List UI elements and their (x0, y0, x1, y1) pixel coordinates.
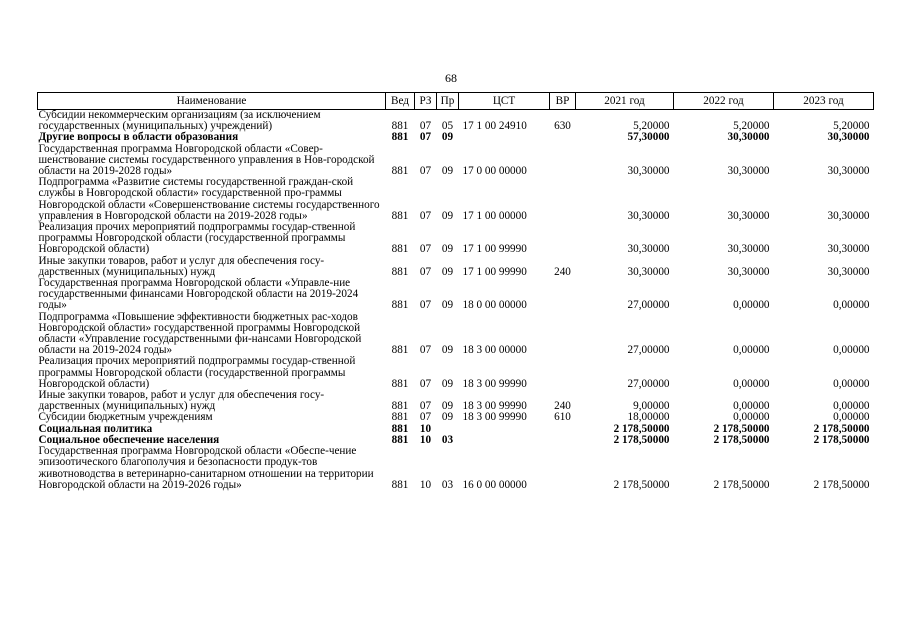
cell-ved: 881 (391, 120, 409, 133)
cell-ved: 881 (391, 400, 409, 413)
cell-rz: 07 (419, 299, 432, 312)
cell-rz: 07 (419, 344, 432, 357)
cell-vr (550, 356, 576, 390)
cell-ved: 881 (391, 243, 409, 256)
cell-2021: 30,30000 (627, 209, 670, 222)
cell-cst: 17 1 00 00000 (462, 209, 527, 222)
cell-rz: 10 (419, 422, 432, 435)
cell-pr: 09 (441, 299, 454, 312)
cell-2021: 30,30000 (627, 165, 670, 178)
cell-2023: 5,20000 (833, 120, 870, 133)
cell-vr (550, 222, 576, 256)
table-row (38, 222, 874, 256)
cell-2021: 27,00000 (627, 299, 670, 312)
cell-2021: 5,20000 (633, 120, 670, 133)
cell-name: Государственная программа Новгородской области «Обеспе-чение эпизоотического благополучия и безопасности продук-тов животноводства в ветеринарно-санитарном отношении на территории Новгородской области на 2019-2026 годы» (38, 445, 374, 491)
cell-cst (459, 424, 550, 435)
cell-2022: 5,20000 (733, 120, 770, 133)
cell-ved: 881 (391, 299, 409, 312)
cell-ved: 881 (391, 478, 409, 491)
cell-2022: 30,30000 (727, 131, 770, 144)
cell-2022: 30,30000 (727, 165, 770, 178)
cell-vr (550, 278, 576, 312)
cell-2023: 30,30000 (827, 243, 870, 256)
table-row (38, 110, 874, 133)
table-row (38, 144, 874, 178)
cell-2023: 0,00000 (833, 411, 870, 424)
cell-name: Иные закупки товаров, работ и услуг для обеспечения госу-дарственных (муниципальных) нужд (38, 389, 325, 413)
cell-rz: 07 (419, 400, 432, 413)
cell-2023: 0,00000 (833, 299, 870, 312)
cell-2023: 0,00000 (833, 400, 870, 413)
cell-2023: 0,00000 (833, 377, 870, 390)
cell-rz: 07 (419, 209, 432, 222)
cell-name: Государственная программа Новгородской области «Управле-ние государственными финансами Новгородской области на 2019-2024 годы» (38, 277, 359, 312)
cell-ved: 881 (391, 377, 409, 390)
cell-pr: 09 (441, 165, 454, 178)
cell-2021: 30,30000 (627, 265, 670, 278)
cell-2023: 2 178,50000 (813, 433, 870, 446)
cell-vr: 630 (554, 120, 571, 133)
cell-2023: 30,30000 (827, 165, 870, 178)
cell-name: Социальное обеспечение населения (38, 433, 220, 446)
cell-name: Реализация прочих мероприятий подпрограммы государ-ственной программы Новгородской области (государственной программы Новгородской области) (38, 221, 356, 256)
cell-rz: 10 (419, 478, 432, 491)
header-vr: ВР (550, 93, 576, 110)
cell-2023: 2 178,50000 (813, 422, 870, 435)
cell-rz: 07 (419, 377, 432, 390)
cell-2022: 2 178,50000 (713, 422, 770, 435)
cell-cst: 17 1 00 99990 (462, 265, 527, 278)
cell-pr: 09 (441, 411, 454, 424)
cell-2021: 30,30000 (627, 243, 670, 256)
cell-ved: 881 (391, 344, 409, 357)
cell-name: Субсидии некоммерческим организациям (за исключением государственных (муниципальных) учреждений) (38, 109, 321, 133)
cell-vr: 610 (554, 411, 571, 424)
table-row (38, 132, 874, 143)
cell-cst: 18 3 00 99990 (462, 411, 527, 424)
cell-vr (550, 435, 576, 446)
cell-cst: 18 3 00 99990 (462, 400, 527, 413)
cell-2023: 30,30000 (827, 265, 870, 278)
header-cst: ЦСТ (459, 93, 550, 110)
cell-2022: 0,00000 (733, 400, 770, 413)
cell-pr: 03 (441, 433, 454, 446)
cell-vr (550, 446, 576, 491)
cell-cst: 18 3 00 99990 (462, 377, 527, 390)
cell-vr (550, 424, 576, 435)
cell-vr (550, 177, 576, 222)
cell-2021: 2 178,50000 (613, 478, 670, 491)
header-name: Наименование (38, 93, 386, 110)
header-2022: 2022 год (674, 93, 774, 110)
cell-cst: 17 1 00 99990 (462, 243, 527, 256)
cell-ved: 881 (391, 265, 409, 278)
cell-2021: 27,00000 (627, 377, 670, 390)
cell-rz: 07 (419, 120, 432, 133)
cell-vr: 240 (554, 400, 571, 413)
cell-2021: 9,00000 (633, 400, 670, 413)
cell-name: Подпрограмма «Повышение эффективности бюджетных рас-ходов Новгородской области» государственной программы Новгородской области «Управление государственными фи-нансами Новгородской области на 2019-2024 годы» (38, 310, 362, 357)
cell-vr (550, 312, 576, 357)
cell-pr: 09 (441, 377, 454, 390)
cell-2021: 2 178,50000 (613, 433, 670, 446)
table-row (38, 256, 874, 278)
cell-rz: 07 (419, 131, 432, 144)
cell-pr: 03 (441, 478, 454, 491)
cell-name: Реализация прочих мероприятий подпрограммы государ-ственной программы Новгородской области (государственной программы Новгородской области) (38, 355, 356, 390)
cell-2022: 2 178,50000 (713, 478, 770, 491)
header-ved: Вед (386, 93, 415, 110)
cell-vr (550, 144, 576, 178)
cell-rz: 07 (419, 243, 432, 256)
cell-name: Субсидии бюджетным учреждениям (38, 411, 213, 424)
table-row (38, 356, 874, 390)
cell-pr: 09 (441, 243, 454, 256)
cell-rz: 07 (419, 265, 432, 278)
cell-rz: 07 (419, 165, 432, 178)
cell-name: Другие вопросы в области образования (38, 131, 239, 144)
cell-cst (459, 435, 550, 446)
cell-2022: 30,30000 (727, 265, 770, 278)
cell-2022: 0,00000 (733, 299, 770, 312)
cell-2022: 2 178,50000 (713, 433, 770, 446)
cell-ved: 881 (391, 422, 409, 435)
budget-table (37, 92, 874, 491)
cell-2023: 2 178,50000 (813, 478, 870, 491)
cell-2022: 0,00000 (733, 411, 770, 424)
table-row (38, 177, 874, 222)
cell-2021: 57,30000 (627, 131, 670, 144)
cell-rz: 10 (419, 433, 432, 446)
cell-2021: 2 178,50000 (613, 422, 670, 435)
cell-name: Социальная политика (38, 422, 153, 435)
cell-vr (550, 132, 576, 143)
cell-cst: 17 1 00 24910 (462, 120, 527, 133)
cell-ved: 881 (391, 131, 409, 144)
cell-cst: 18 3 00 00000 (462, 344, 527, 357)
cell-pr: 09 (441, 265, 454, 278)
cell-2021: 27,00000 (627, 344, 670, 357)
cell-pr: 09 (441, 400, 454, 413)
table-row (38, 312, 874, 357)
cell-ved: 881 (391, 165, 409, 178)
cell-2022: 0,00000 (733, 344, 770, 357)
cell-2023: 0,00000 (833, 344, 870, 357)
cell-cst: 17 0 00 00000 (462, 165, 527, 178)
cell-2022: 30,30000 (727, 209, 770, 222)
cell-rz: 07 (419, 411, 432, 424)
header-2023: 2023 год (774, 93, 874, 110)
cell-pr: 09 (441, 209, 454, 222)
cell-cst: 16 0 00 00000 (462, 478, 527, 491)
cell-pr: 09 (441, 131, 454, 144)
cell-ved: 881 (391, 209, 409, 222)
cell-2022: 30,30000 (727, 243, 770, 256)
cell-2021: 18,00000 (627, 411, 670, 424)
cell-ved: 881 (391, 411, 409, 424)
cell-pr: 09 (441, 344, 454, 357)
header-pr: Пр (437, 93, 459, 110)
header-rz: РЗ (415, 93, 437, 110)
cell-ved: 881 (391, 433, 409, 446)
header-row (38, 93, 874, 110)
table-row (38, 390, 874, 412)
cell-name: Иные закупки товаров, работ и услуг для обеспечения госу-дарственных (муниципальных) нужд (38, 254, 325, 278)
cell-2023: 30,30000 (827, 131, 870, 144)
table-row (38, 446, 874, 491)
cell-cst (459, 132, 550, 143)
cell-name: Подпрограмма «Развитие системы государственной граждан-ской службы в Новгородской области» государственной про-граммы Новгородской области «Совершенствование системы государственного управления в Новгородской области на 2019-2028 годы» (38, 176, 380, 222)
cell-2023: 30,30000 (827, 209, 870, 222)
cell-pr: 05 (441, 120, 454, 133)
table-row (38, 278, 874, 312)
table-row (38, 412, 874, 423)
page-number: 68 (445, 71, 457, 85)
cell-vr: 240 (554, 265, 571, 278)
cell-2022: 0,00000 (733, 377, 770, 390)
cell-name: Государственная программа Новгородской области «Совер-шенствование системы государственного управления в Нов-городской области на 2019-2028 годы» (38, 142, 375, 178)
header-2021: 2021 год (576, 93, 674, 110)
cell-cst: 18 0 00 00000 (462, 299, 527, 312)
